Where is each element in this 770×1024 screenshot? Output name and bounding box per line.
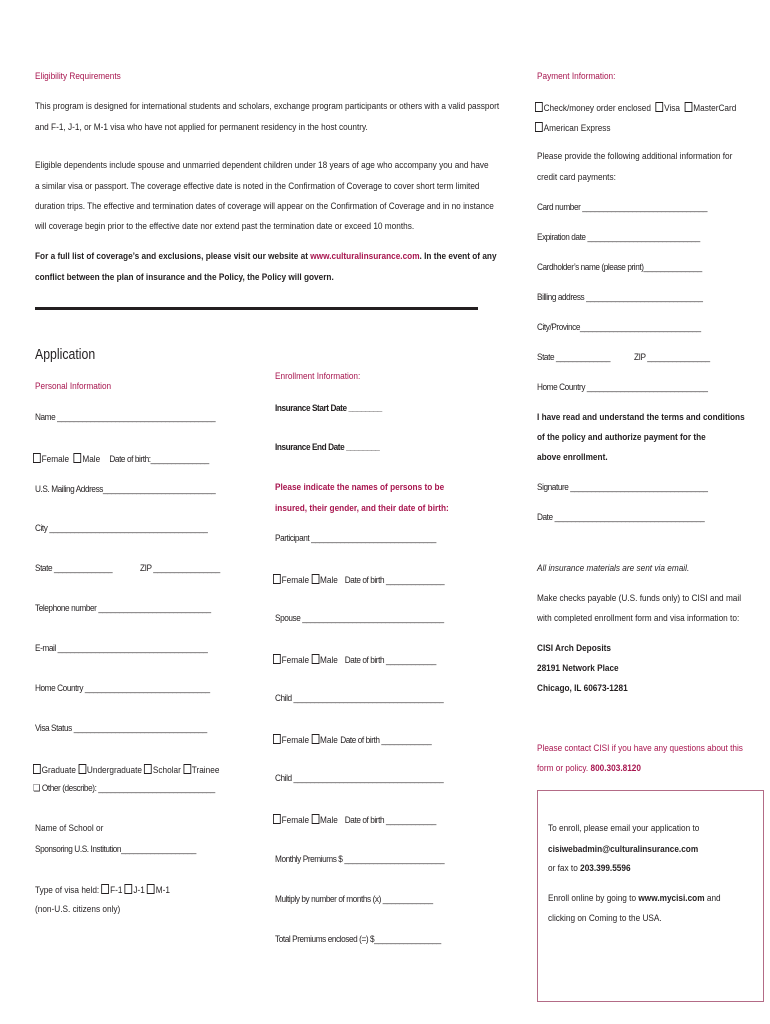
f1-checkbox[interactable] [102,884,110,894]
other-field[interactable]: Other (describe): ____________________________ [41,783,215,794]
eligibility-text: Eligible dependents include spouse and unmarried dependent children under 18 years of age who accompany you and have [35,160,489,171]
email-field[interactable]: E-mail ____________________________________ [35,643,208,654]
other-checkbox-icon[interactable]: ❏ [33,783,40,794]
dob-field[interactable]: Date of birth ____________ [344,655,436,666]
payment-home-country-field[interactable]: Home Country _____________________________ [537,382,708,393]
coverage-note: conflict between the plan of insurance and the Policy, the Policy will govern. [35,272,334,283]
contact-note: Please contact CISI if you have any questions about this [537,743,743,754]
female-checkbox[interactable] [273,574,281,584]
dob-field[interactable]: Date of birth ______________ [344,575,445,586]
mailing-address-line: CISI Arch Deposits [537,643,611,654]
eligibility-heading: Eligibility Requirements [35,71,121,82]
visa-status-field[interactable]: Visa Status ________________________________ [35,723,207,734]
male-checkbox[interactable] [311,654,319,664]
payment-state-field[interactable]: State _____________ [537,352,611,363]
payment-heading: Payment Information: [537,71,616,82]
male-checkbox[interactable] [74,453,82,463]
city-field[interactable]: City ______________________________________ [35,523,208,534]
insured-names-instruction: insured, their gender, and their date of birth: [275,503,449,514]
enroll-email-link[interactable]: cisiwebadmin@culturalinsurance.com [548,844,699,855]
enrollment-heading: Enrollment Information: [275,371,361,382]
card-info-instruction: Please provide the following additional information for [537,151,733,162]
check-checkbox[interactable] [535,102,543,112]
female-checkbox[interactable] [273,654,281,664]
insurance-start-field[interactable]: Insurance Start Date ________ [275,403,382,414]
card-info-instruction: credit card payments: [537,172,616,183]
section-divider [35,307,478,310]
participant-field[interactable]: Participant ______________________________ [275,533,436,544]
visa-category-row: Graduate Undergraduate Scholar Trainee [33,764,219,776]
insured-names-instruction: Please indicate the names of persons to be [275,482,445,493]
mailing-address-field[interactable]: U.S. Mailing Address___________________________ [35,484,216,495]
other-row [33,784,215,794]
fax-number: 203.399.5596 [580,863,631,874]
mailing-address-line: 28191 Network Place [537,663,619,674]
dob-field[interactable]: Date of birth:______________ [109,454,209,465]
billing-address-field[interactable]: Billing address ____________________________ [537,292,703,303]
dob-field[interactable]: Date of birth ____________ [340,735,432,746]
payment-method-row: Check/money order enclosed Visa MasterCard [535,102,736,114]
female-checkbox[interactable] [33,453,41,463]
expiration-field[interactable]: Expiration date ___________________________ [537,232,700,243]
telephone-field[interactable]: Telephone number ___________________________ [35,603,211,614]
participant-gender-row: Female Male Date of birth ______________ [273,574,444,586]
eligibility-text: and F-1, J-1, or M-1 visa who have not applied for permanent residency in the host country. [35,122,368,133]
amex-checkbox[interactable] [535,122,543,132]
zip-field[interactable]: ZIP ________________ [140,563,220,574]
non-us-note: (non-U.S. citizens only) [35,904,121,915]
m1-checkbox[interactable] [147,884,155,894]
checks-instruction: with completed enrollment form and visa information to: [537,613,740,624]
spouse-gender-row: Female Male Date of birth ____________ [273,654,436,666]
eligibility-text: duration trips. The effective and termination dates of coverage will appear on the Confirmation of Coverage and in no instance [35,201,494,212]
school-label: Name of School or [35,823,104,834]
application-title: Application [35,346,96,363]
payment-zip-field[interactable]: ZIP _______________ [634,352,710,363]
enroll-fax-text: or fax to 203.399.5596 [548,863,631,874]
city-province-field[interactable]: City/Province_____________________________ [537,322,701,333]
trainee-checkbox[interactable] [183,764,191,774]
mailing-address-line: Chicago, IL 60673-1281 [537,683,628,694]
eligibility-text: a similar visa or passport. The coverage effective date is noted in the Confirmation of Coverage to cover short term limited [35,181,480,192]
enroll-online-text: Enroll online by going to www.mycisi.com and [548,893,721,904]
cardholder-name-field[interactable]: Cardholder’s name (please print)______________ [537,262,702,273]
enroll-email-text: To enroll, please email your application to [548,823,700,834]
insurance-end-field[interactable]: Insurance End Date ________ [275,442,380,453]
visa-checkbox[interactable] [656,102,664,112]
scholar-checkbox[interactable] [144,764,152,774]
undergraduate-checkbox[interactable] [78,764,86,774]
child-field[interactable]: Child ____________________________________ [275,773,444,784]
total-premiums-field[interactable]: Total Premiums enclosed (=) $________________ [275,934,441,945]
authorization-text: of the policy and authorize payment for the [537,432,706,443]
checks-instruction: Make checks payable (U.S. funds only) to CISI and mail [537,593,742,604]
signature-field[interactable]: Signature _________________________________ [537,482,708,493]
eligibility-text: will coverage begin prior to the effective date nor extend past the termination date or exceed 10 months. [35,221,415,232]
dob-field[interactable]: Date of birth ____________ [344,815,436,826]
months-field[interactable]: Multiply by number of months (x) ____________ [275,894,433,905]
spouse-field[interactable]: Spouse __________________________________ [275,613,444,624]
mastercard-checkbox[interactable] [685,102,693,112]
enroll-online-text: clicking on Coming to the USA. [548,913,662,924]
graduate-checkbox[interactable] [33,764,41,774]
child-gender-row: Female Male Date of birth ____________ [273,734,431,746]
female-checkbox[interactable] [273,734,281,744]
name-field[interactable]: Name ______________________________________ [35,412,216,423]
contact-note: form or policy. 800.303.8120 [537,763,641,774]
female-checkbox[interactable] [273,814,281,824]
coverage-note: For a full list of coverage’s and exclusions, please visit our website at www.culturalinsurance.com. In the event of any [35,251,497,262]
child-gender-row: Female Male Date of birth ____________ [273,814,436,826]
personal-information-heading: Personal Information [35,381,112,392]
gender-row: Female Male Date of birth:______________ [33,453,209,465]
enroll-online-link[interactable]: www.mycisi.com [638,893,705,904]
male-checkbox[interactable] [311,574,319,584]
child-field[interactable]: Child ____________________________________ [275,693,444,704]
school-field[interactable]: Sponsoring U.S. Institution__________________ [35,844,196,855]
authorization-text: I have read and understand the terms and conditions [537,412,745,423]
visa-type-row: Type of visa held: F-1 J-1 M-1 [35,885,170,896]
home-country-field[interactable]: Home Country ______________________________ [35,683,210,694]
date-field[interactable]: Date ____________________________________ [537,512,705,523]
monthly-premiums-field[interactable]: Monthly Premiums $ ________________________ [275,854,445,865]
contact-phone[interactable]: 800.303.8120 [590,763,641,774]
payment-method-row: American Express [535,122,611,134]
j1-checkbox[interactable] [125,884,133,894]
materials-note: All insurance materials are sent via email. [537,563,690,574]
card-number-field[interactable]: Card number ______________________________ [537,202,708,213]
state-field[interactable]: State ______________ [35,563,113,574]
website-link[interactable]: www.culturalinsurance.com [310,251,420,262]
authorization-text: above enrollment. [537,452,608,463]
male-checkbox[interactable] [311,814,319,824]
eligibility-text: This program is designed for international students and scholars, exchange program participants or others with a valid passport [35,101,500,112]
male-checkbox[interactable] [311,734,319,744]
